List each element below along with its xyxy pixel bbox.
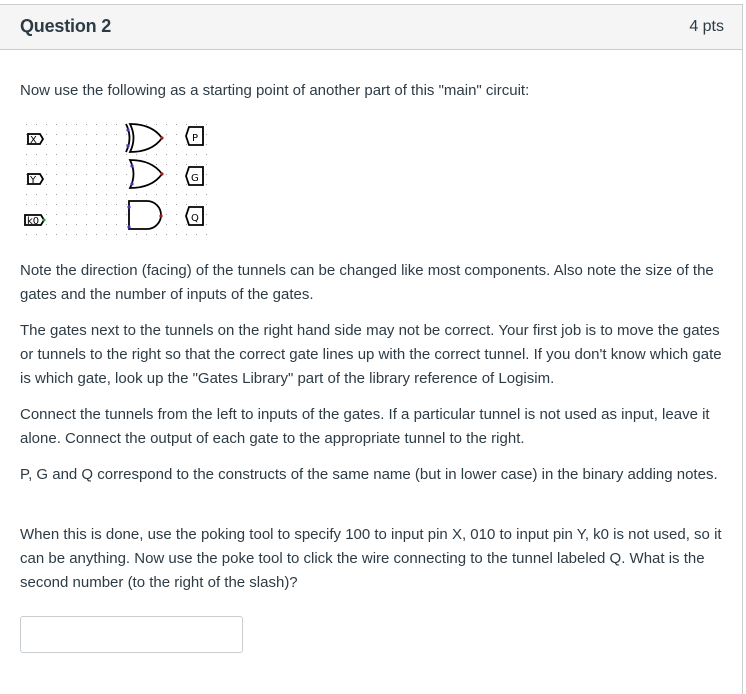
paragraph-gates-move: The gates next to the tunnels on the right hand side may not be correct. Your first job is to move the gates or tunnels to the right so that the correct gate lines up with the correct tunnel. If you don't know which gate is which gate, look up the "Gates Library" part of the library reference of Logisim.: [20, 322, 722, 387]
tunnel-y: [28, 174, 43, 186]
question-card: [0, 4, 743, 694]
svg-text:P: P: [192, 133, 199, 144]
svg-text:X: X: [30, 135, 37, 146]
tunnel-p: [186, 127, 203, 145]
paragraph-pgq: P, G and Q correspond to the constructs of the same name (but in lower case) in the binary adding notes.: [20, 466, 718, 483]
svg-text:Y: Y: [30, 175, 37, 186]
circuit-image: [22, 120, 212, 244]
answer-input[interactable]: [20, 616, 243, 653]
question-points: 4 pts: [689, 18, 724, 35]
and-gate-icon: [127, 201, 162, 229]
paragraph-connect: Connect the tunnels from the left to inputs of the gates. If a particular tunnel is not used as input, leave it alone. Connect the output of each gate to the appropriate tunnel to the right.: [20, 406, 710, 447]
svg-text:Q: Q: [191, 213, 199, 224]
svg-text:G: G: [191, 173, 199, 184]
paragraph-instructions: When this is done, use the poking tool to specify 100 to input pin X, 010 to input pin Y, k0 is not used, so it can be anything. Now use the poke tool to click the wire connecting to the tunnel labeled Q. What is the second number (to the right of the slash)?: [20, 526, 722, 591]
tunnel-x: [28, 134, 43, 146]
tunnel-q: [186, 207, 203, 225]
question-title: Question 2: [20, 16, 112, 36]
question-header: [0, 5, 742, 50]
svg-text:k0: k0: [27, 216, 40, 227]
paragraph-tunnels-note: Note the direction (facing) of the tunnels can be changed like most components. Also note the size of the gates and the number of inputs of the gates.: [20, 262, 714, 303]
intro-text: Now use the following as a starting point of another part of this "main" circuit:: [20, 82, 530, 99]
tunnel-g: [186, 167, 203, 185]
